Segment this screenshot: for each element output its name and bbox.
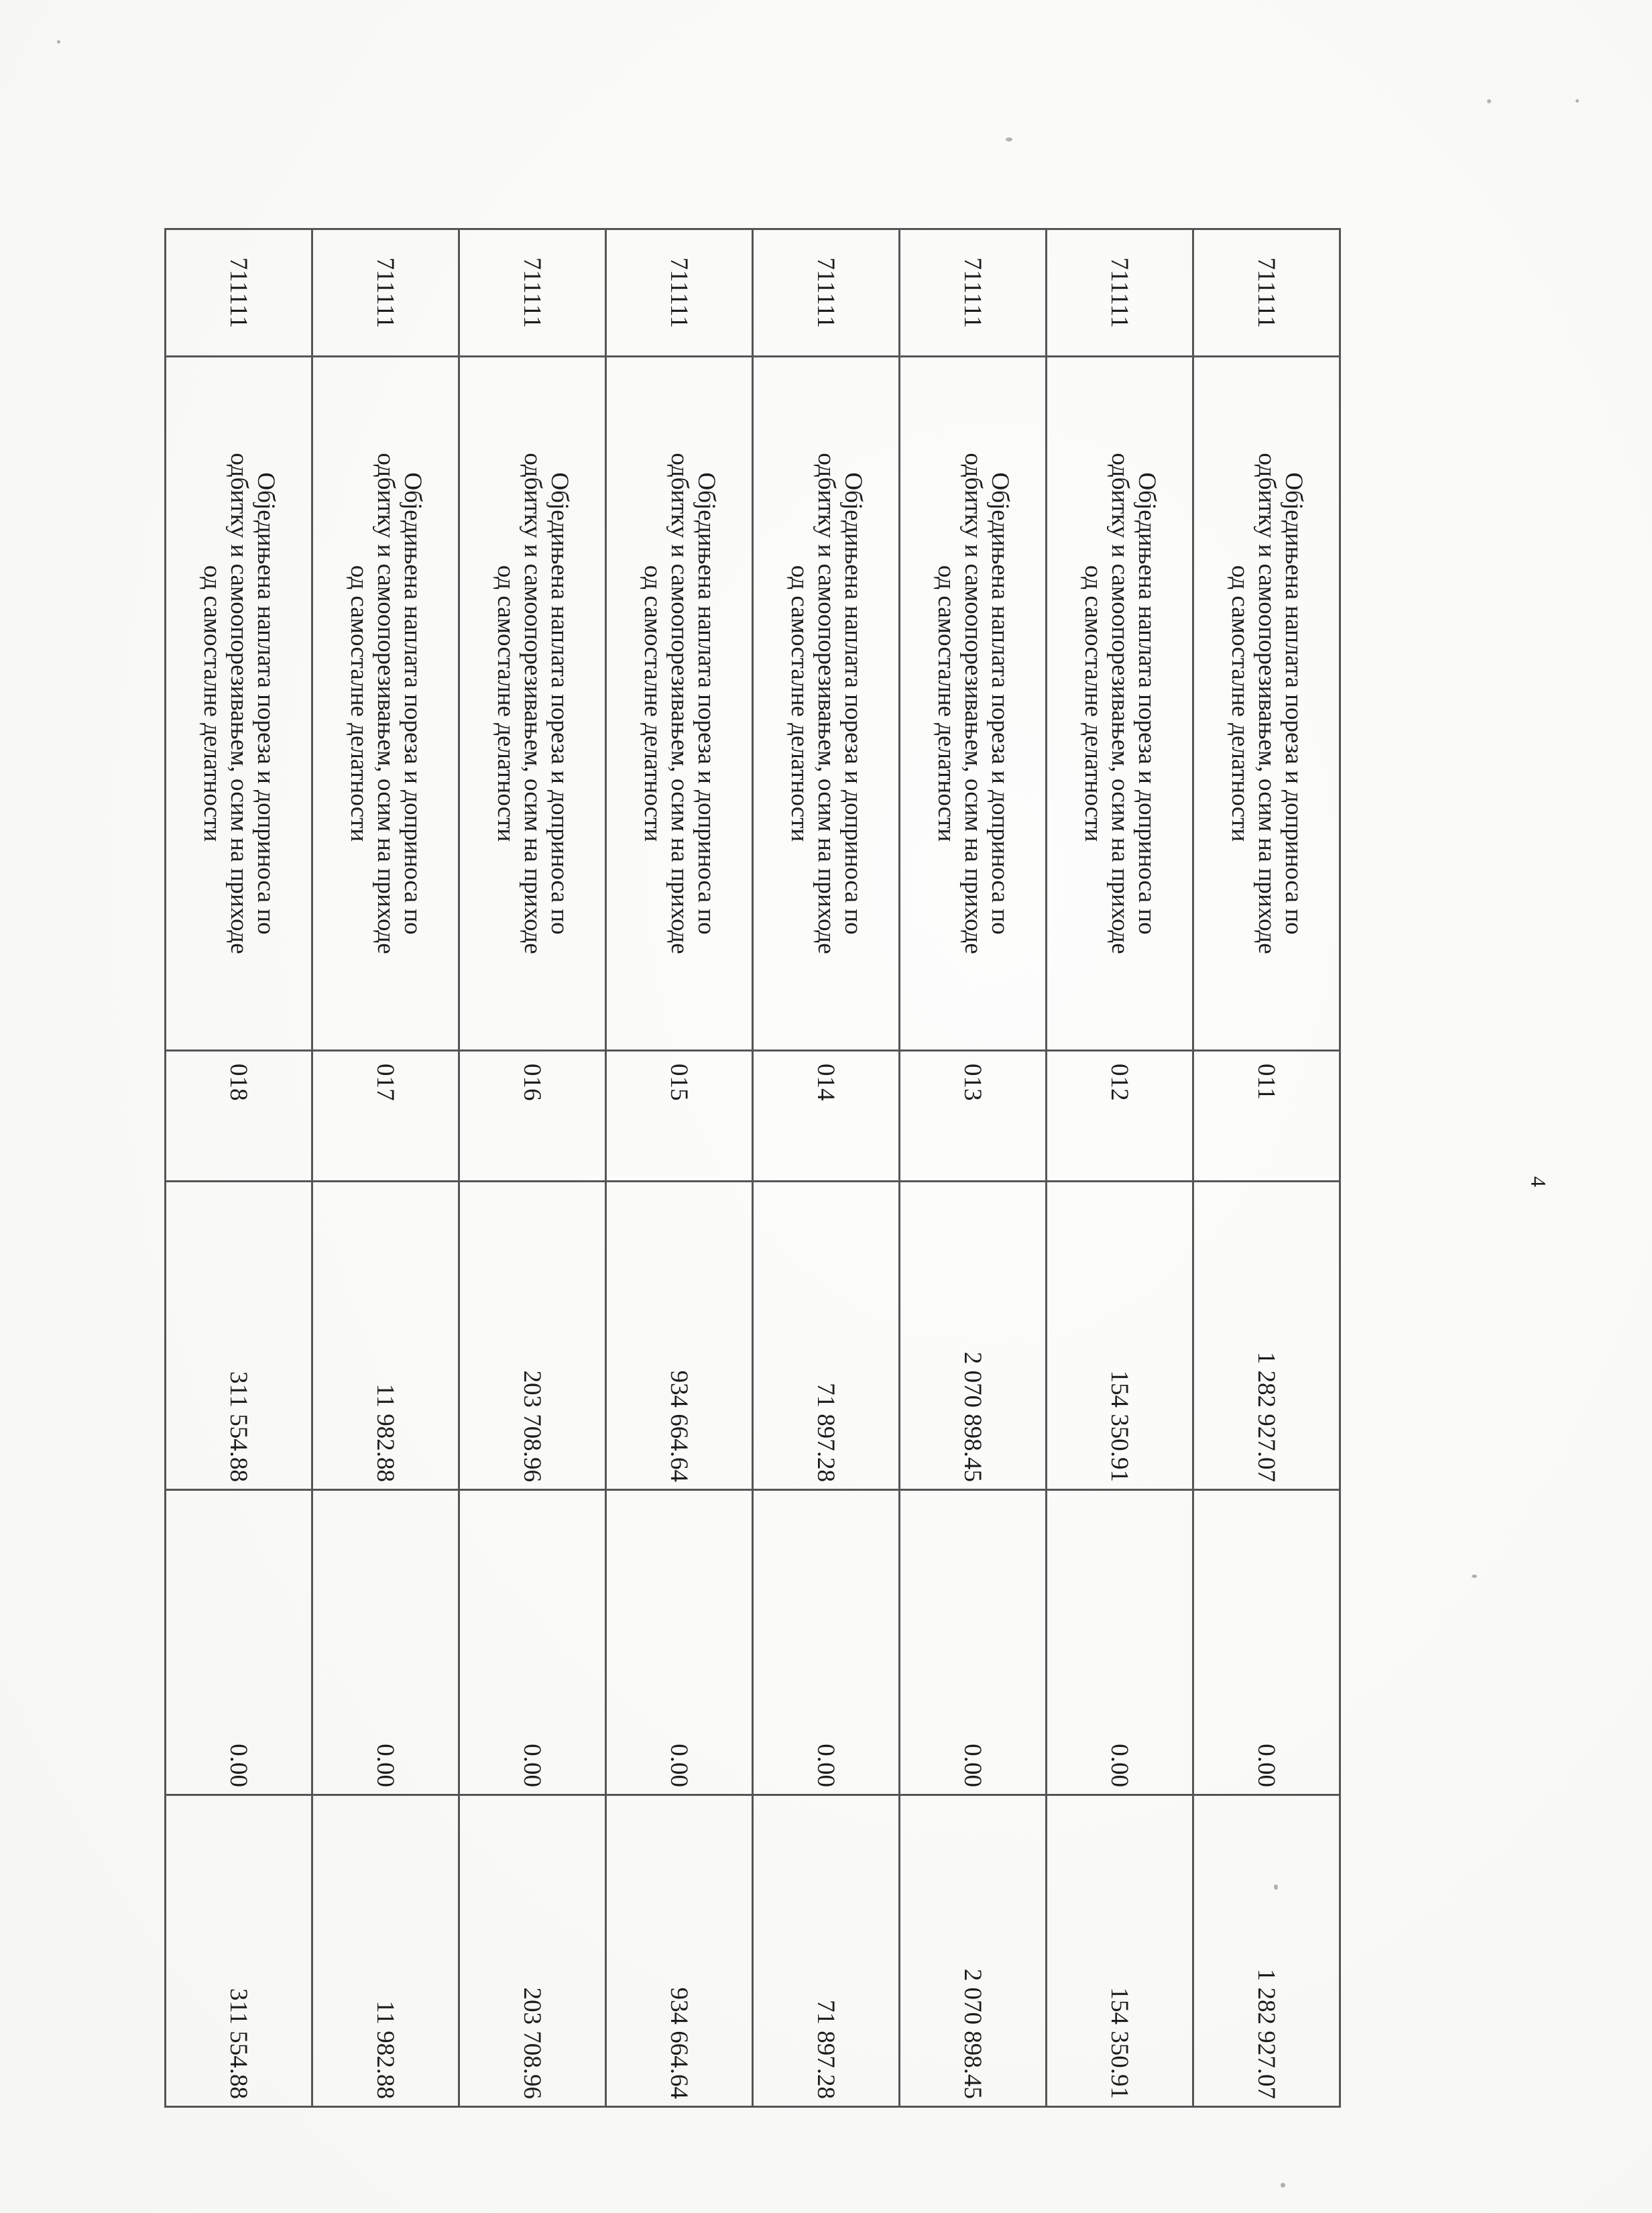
description-line: одбитку и самоопорезивањем, осим на приходе: [1106, 453, 1134, 954]
description-line: одбитку и самоопорезивањем, осим на приходе: [371, 453, 400, 954]
account-number-cell: 711111: [166, 229, 312, 357]
description-line: Обједињена наплата пореза и доприноса по: [839, 472, 867, 935]
description-line: Обједињена наплата пореза и доприноса по: [251, 472, 280, 935]
description-line: одбитку и самоопорезивањем, осим на приходе: [518, 453, 546, 954]
table-row: [459, 229, 606, 2107]
amount-cell-2: 0.00: [900, 1490, 1047, 1795]
account-number-cell: 711111: [1047, 229, 1193, 357]
description-line: Обједињена наплата пореза и доприноса по: [986, 472, 1014, 935]
description-cell: [1047, 357, 1193, 1051]
description-line: од самосталне делатности: [345, 565, 373, 842]
scan-speck: [1576, 99, 1579, 103]
table-row: [1193, 229, 1340, 2107]
code-cell: 015: [606, 1051, 753, 1182]
amount-cell-1: 934 664.64: [606, 1182, 753, 1490]
account-number-cell: 711111: [606, 229, 753, 357]
description-cell: [900, 357, 1047, 1051]
amount-cell-3: 154 350.91: [1047, 1795, 1193, 2107]
amount-cell-2: 0.00: [1193, 1490, 1340, 1795]
amount-cell-1: 71 897.28: [753, 1182, 900, 1490]
account-number-cell: 711111: [900, 229, 1047, 357]
account-number-cell: 711111: [312, 229, 459, 357]
amount-cell-1: 2 070 898.45: [900, 1182, 1047, 1490]
revenue-table-rotated: [181, 228, 1341, 2106]
description-line: од самосталне делатности: [933, 565, 961, 842]
table-row: [900, 229, 1047, 2107]
table-row: [166, 229, 312, 2107]
amount-cell-2: 0.00: [459, 1490, 606, 1795]
table-row: [606, 229, 753, 2107]
amount-cell-3: 11 982.88: [312, 1795, 459, 2107]
amount-cell-3: 1 282 927.07: [1193, 1795, 1340, 2107]
amount-cell-1: 1 282 927.07: [1193, 1182, 1340, 1490]
code-cell: 013: [900, 1051, 1047, 1182]
description-line: од самосталне делатности: [786, 565, 814, 842]
amount-cell-3: 311 554.88: [166, 1795, 312, 2107]
description-cell: [753, 357, 900, 1051]
amount-cell-2: 0.00: [166, 1490, 312, 1795]
code-cell: 016: [459, 1051, 606, 1182]
scan-speck: [1274, 1884, 1278, 1890]
code-cell: 012: [1047, 1051, 1193, 1182]
page-number: 4: [1527, 1176, 1551, 1187]
code-cell: 014: [753, 1051, 900, 1182]
amount-cell-3: 203 708.96: [459, 1795, 606, 2107]
code-cell: 017: [312, 1051, 459, 1182]
code-cell: 018: [166, 1051, 312, 1182]
description-line: Обједињена наплата пореза и доприноса по: [545, 472, 573, 935]
description-cell: [166, 357, 312, 1051]
description-cell: [606, 357, 753, 1051]
table-body: [166, 229, 1340, 2107]
description-cell: [459, 357, 606, 1051]
description-line: од самосталне делатности: [1079, 565, 1108, 842]
description-line: Обједињена наплата пореза и доприноса по: [1279, 472, 1307, 935]
description-line: од самосталне делатности: [1226, 565, 1254, 842]
account-number-cell: 711111: [1193, 229, 1340, 357]
scan-speck: [1487, 99, 1491, 103]
amount-cell-3: 2 070 898.45: [900, 1795, 1047, 2107]
account-number-cell: 711111: [459, 229, 606, 357]
revenue-table: [164, 228, 1341, 2108]
amount-cell-1: 203 708.96: [459, 1182, 606, 1490]
table-row: [753, 229, 900, 2107]
scan-speck: [57, 40, 60, 44]
description-cell: [1193, 357, 1340, 1051]
scan-speck: [1006, 137, 1012, 141]
description-line: одбитку и самоопорезивањем, осим на приходе: [959, 453, 987, 954]
description-line: одбитку и самоопорезивањем, осим на приходе: [1252, 453, 1281, 954]
description-line: одбитку и самоопорезивањем, осим на приходе: [812, 453, 840, 954]
account-number-cell: 711111: [753, 229, 900, 357]
amount-cell-2: 0.00: [606, 1490, 753, 1795]
table-row: [1047, 229, 1193, 2107]
amount-cell-1: 311 554.88: [166, 1182, 312, 1490]
scan-speck: [1281, 2183, 1285, 2188]
description-line: од самосталне делатности: [492, 565, 520, 842]
amount-cell-3: 71 897.28: [753, 1795, 900, 2107]
description-line: Обједињена наплата пореза и доприноса по: [1132, 472, 1161, 935]
description-line: одбитку и самоопорезивањем, осим на приходе: [225, 453, 253, 954]
table-row: [312, 229, 459, 2107]
description-line: Обједињена наплата пореза и доприноса по: [398, 472, 426, 935]
amount-cell-3: 934 664.64: [606, 1795, 753, 2107]
scan-speck: [1472, 1575, 1477, 1578]
description-cell: [312, 357, 459, 1051]
amount-cell-1: 154 350.91: [1047, 1182, 1193, 1490]
description-line: од самосталне делатности: [639, 565, 667, 842]
amount-cell-2: 0.00: [753, 1490, 900, 1795]
amount-cell-1: 11 982.88: [312, 1182, 459, 1490]
code-cell: 011: [1193, 1051, 1340, 1182]
description-line: од самосталне делатности: [198, 565, 227, 842]
description-line: одбитку и самоопорезивањем, осим на приходе: [665, 453, 693, 954]
amount-cell-2: 0.00: [312, 1490, 459, 1795]
amount-cell-2: 0.00: [1047, 1490, 1193, 1795]
description-line: Обједињена наплата пореза и доприноса по: [692, 472, 720, 935]
